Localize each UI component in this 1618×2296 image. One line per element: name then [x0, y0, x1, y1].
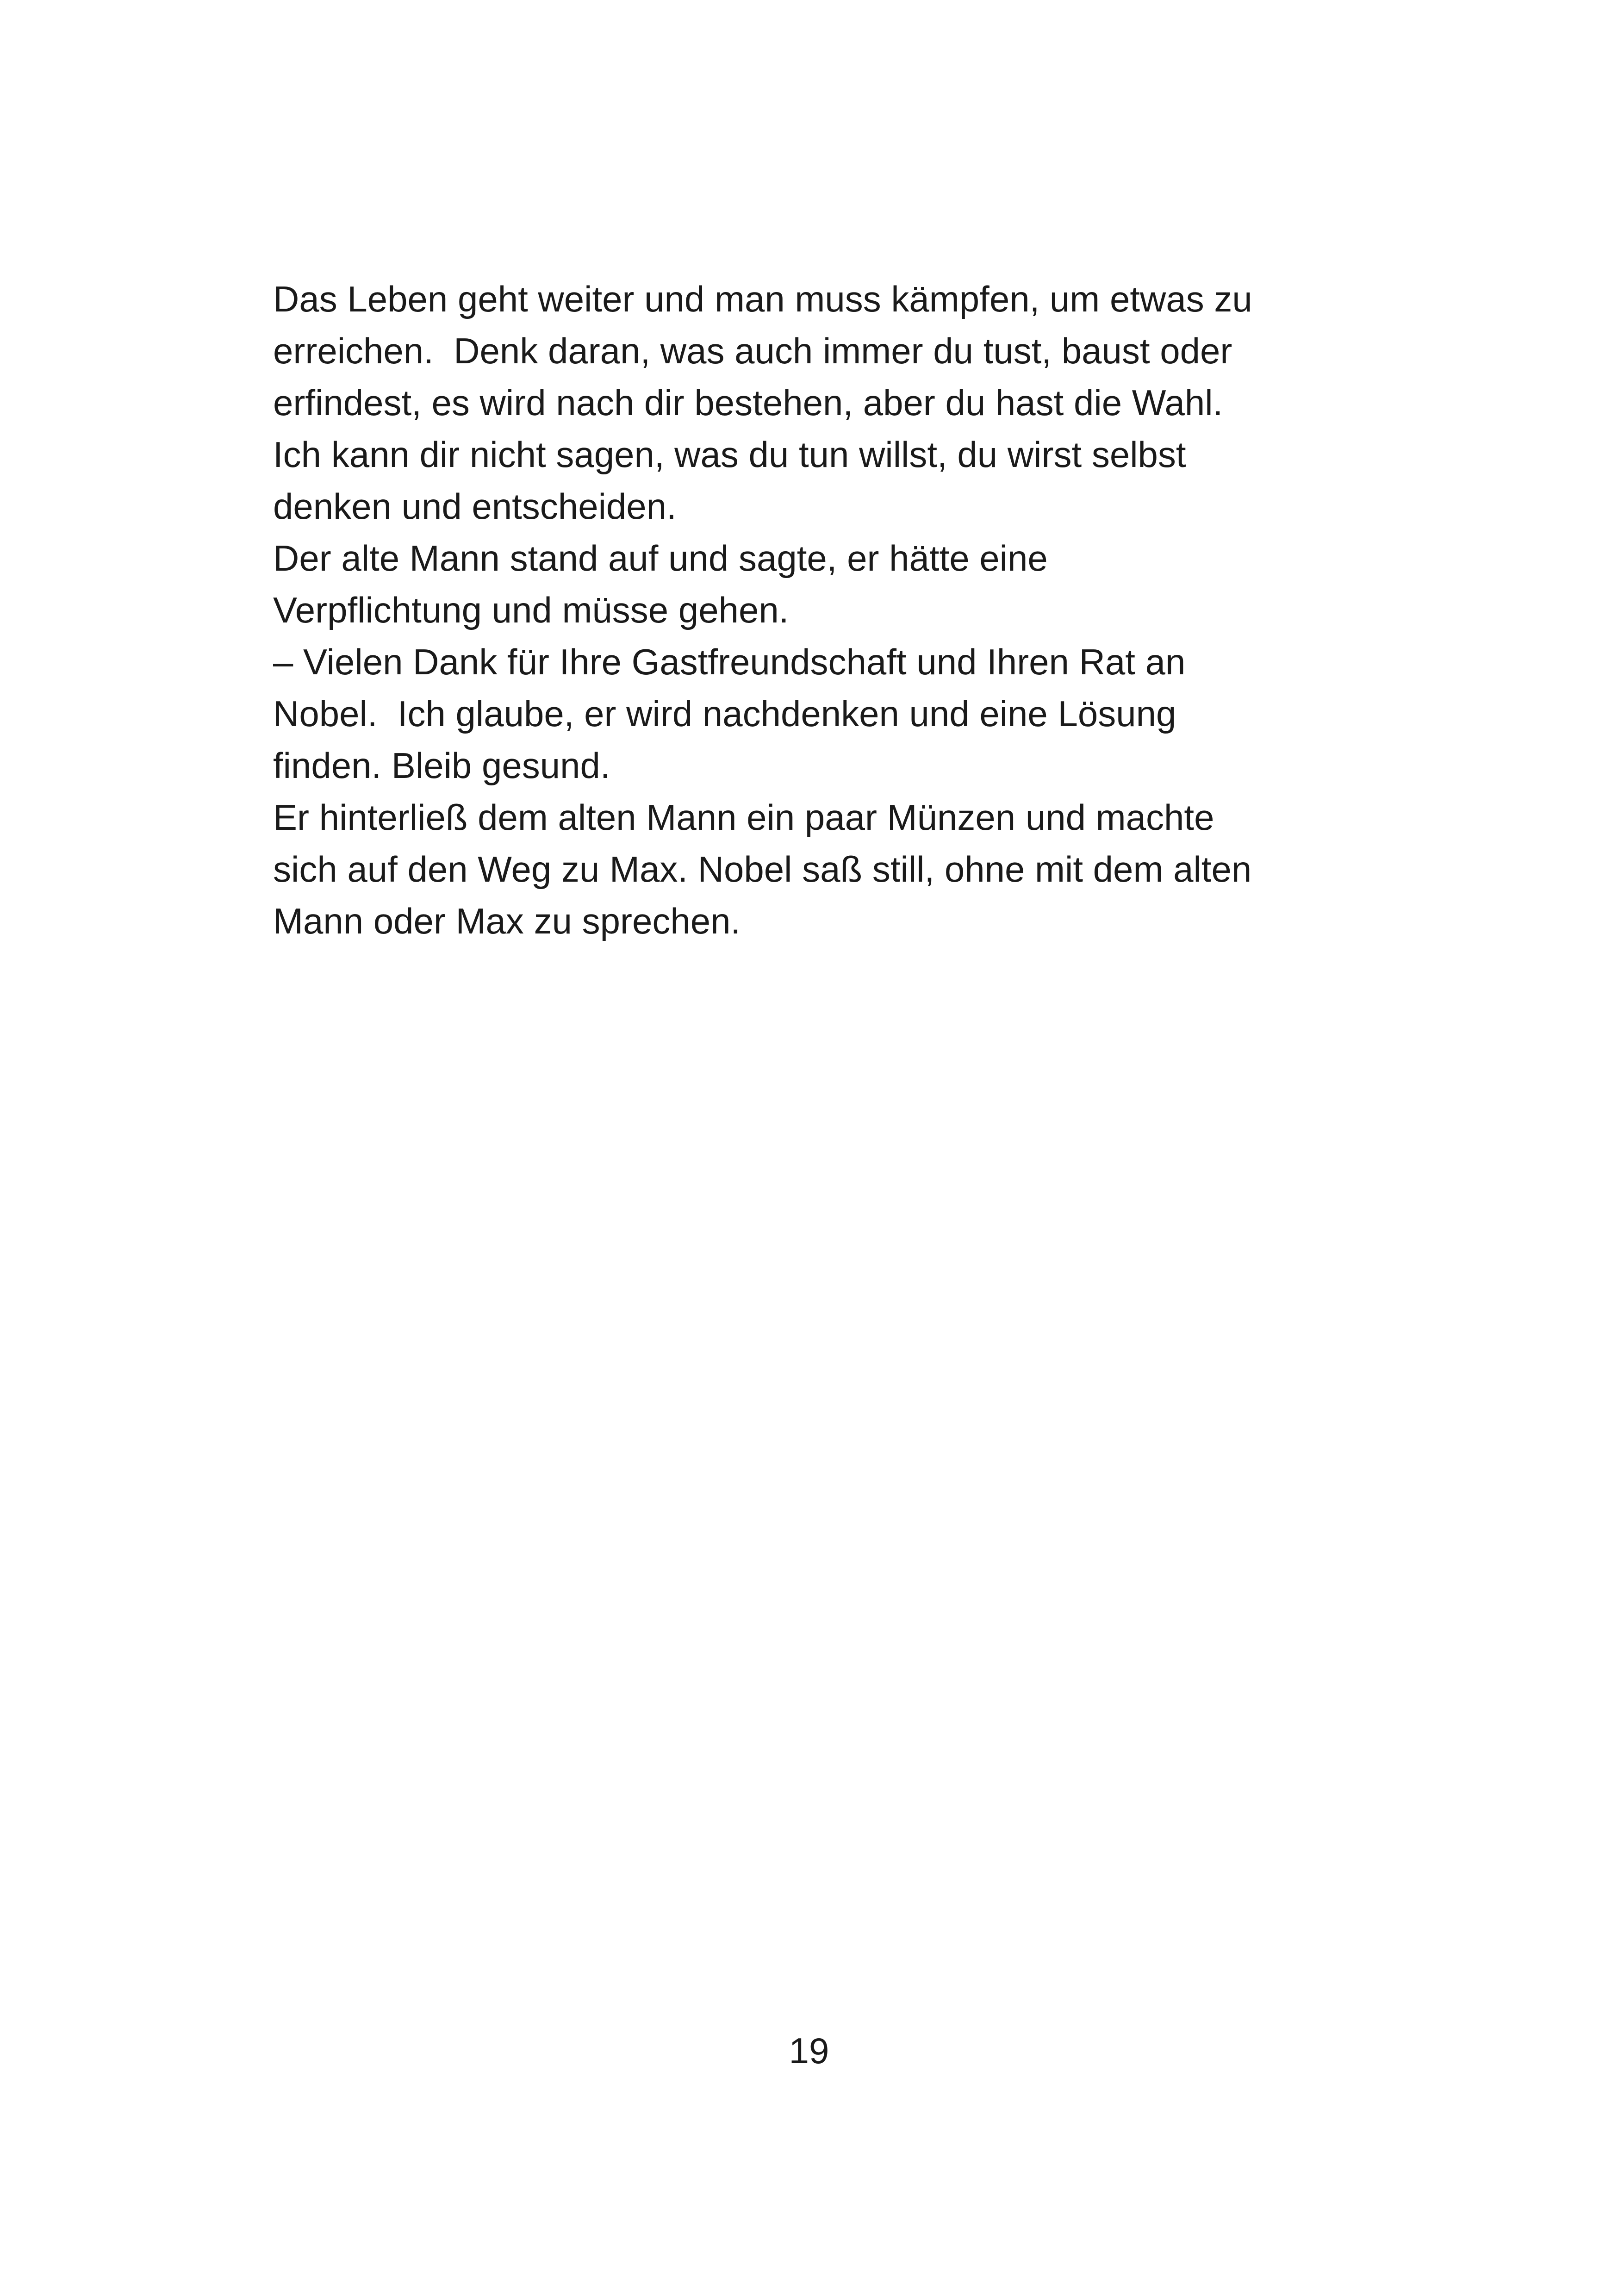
text-line: – Vielen Dank für Ihre Gastfreundschaft und Ihren Rat an — [273, 641, 1186, 682]
text-line: Ich kann dir nicht sagen, was du tun willst, du wirst selbst — [273, 434, 1186, 475]
text-line: erfindest, es wird nach dir bestehen, aber du hast die Wahl. — [273, 382, 1223, 423]
text-line: Das Leben geht weiter und man muss kämpfen, um etwas zu — [273, 279, 1252, 319]
text-line: erreichen. Denk daran, was auch immer du tust, baust oder — [273, 330, 1232, 371]
text-line: sich auf den Weg zu Max. Nobel saß still, ohne mit dem alten — [273, 849, 1252, 890]
text-line: Mann oder Max zu sprechen. — [273, 901, 741, 941]
text-line: Nobel. Ich glaube, er wird nachdenken und eine Lösung — [273, 693, 1176, 734]
text-line: Der alte Mann stand auf und sagte, er hätte eine — [273, 538, 1048, 579]
text-line: Verpflichtung und müsse gehen. — [273, 590, 789, 630]
page-number: 19 — [789, 2030, 829, 2071]
body-text — [273, 273, 1393, 947]
text-line: Er hinterließ dem alten Mann ein paar Münzen und machte — [273, 797, 1214, 838]
text-line: denken und entscheiden. — [273, 486, 677, 527]
text-line: finden. Bleib gesund. — [273, 745, 610, 786]
